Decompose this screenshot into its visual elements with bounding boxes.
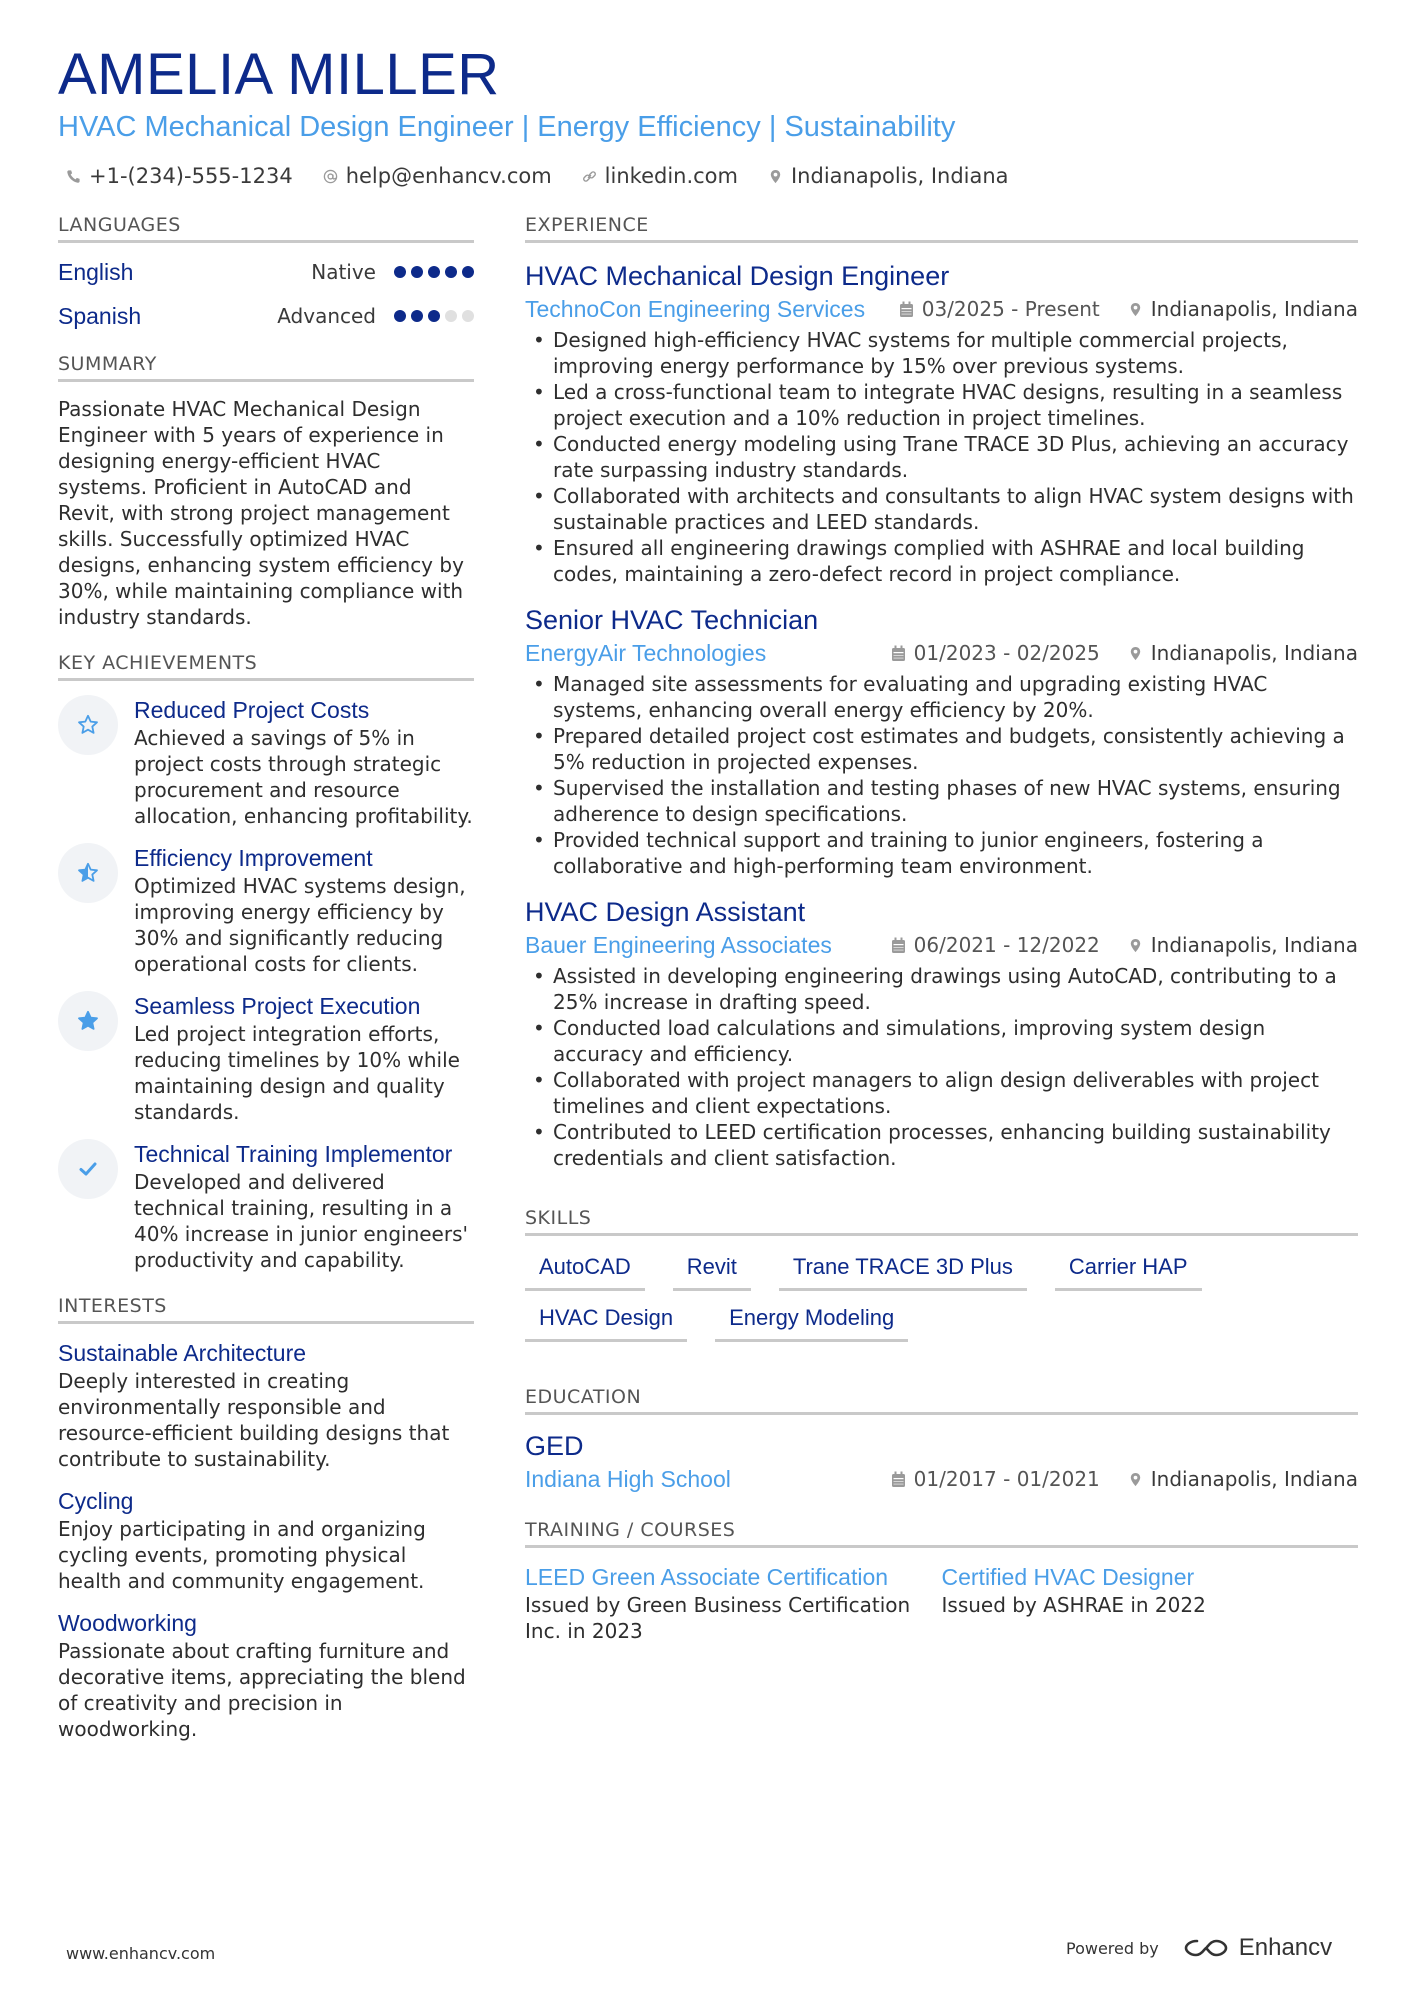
contact-phone[interactable] bbox=[66, 164, 293, 188]
skill-tag: AutoCAD bbox=[525, 1254, 645, 1291]
skill-tag: Energy Modeling bbox=[715, 1305, 908, 1342]
rating-dot bbox=[428, 310, 440, 322]
powered-by-label: Powered by bbox=[1066, 1938, 1159, 1958]
contact-location bbox=[768, 164, 1009, 188]
star-half-icon bbox=[58, 843, 118, 903]
job-bullet: • Supervised the installation and testing phases of new HVAC systems, ensuring adherence to design specifications. bbox=[525, 775, 1358, 827]
job-dates-text: 06/2021 - 12/2022 bbox=[913, 933, 1100, 957]
job-location-text: Indianapolis, Indiana bbox=[1150, 933, 1358, 957]
location-pin-icon bbox=[1128, 937, 1143, 954]
rating-dot bbox=[411, 310, 423, 322]
interest-item bbox=[58, 1608, 474, 1742]
achievement-desc: Achieved a savings of 5% in project costs through strategic procurement and resource allocation, enhancing profitability. bbox=[134, 726, 473, 828]
job-bullet: • Prepared detailed project cost estimates and budgets, consistently achieving a 5% reduction in projected expenses. bbox=[525, 723, 1358, 775]
course-title: LEED Green Associate Certification bbox=[525, 1564, 889, 1590]
job-location bbox=[1128, 297, 1358, 321]
job-bullets bbox=[525, 963, 1358, 1171]
company-name: EnergyAir Technologies bbox=[525, 639, 767, 666]
job-meta bbox=[525, 637, 1358, 669]
headline: HVAC Mechanical Design Engineer | Energy Efficiency | Sustainability bbox=[58, 111, 956, 143]
rating-dot bbox=[394, 266, 406, 278]
language-rating bbox=[394, 266, 474, 278]
job-meta bbox=[525, 293, 1358, 325]
job-bullets bbox=[525, 671, 1358, 879]
interest-desc: Deeply interested in creating environmentally responsible and resource-efficient building designs that contribute to sustainability. bbox=[58, 1369, 450, 1471]
contact-bar bbox=[66, 164, 1009, 188]
job-location bbox=[1128, 933, 1358, 957]
education-dates bbox=[891, 1467, 1100, 1491]
achievement-body bbox=[134, 695, 474, 829]
summary-heading: SUMMARY bbox=[58, 353, 474, 382]
interest-item bbox=[58, 1486, 474, 1594]
education-degree: GED bbox=[525, 1431, 584, 1461]
language-level: Advanced bbox=[277, 304, 376, 328]
job-bullet: • Assisted in developing engineering drawings using AutoCAD, contributing to a 25% increase in drafting speed. bbox=[525, 963, 1358, 1015]
rating-dot bbox=[428, 266, 440, 278]
languages-heading: LANGUAGES bbox=[58, 214, 474, 243]
interest-item bbox=[58, 1338, 474, 1472]
location-pin-icon bbox=[1128, 645, 1143, 662]
job-title: HVAC Mechanical Design Engineer bbox=[525, 261, 950, 291]
calendar-icon bbox=[891, 645, 906, 662]
job-bullet: • Conducted load calculations and simulations, improving system design accuracy and efficiency. bbox=[525, 1015, 1358, 1067]
enhancv-logo-icon bbox=[1183, 1936, 1229, 1960]
location-pin-icon bbox=[1128, 1471, 1143, 1488]
job-bullets bbox=[525, 327, 1358, 587]
job-bullet: • Collaborated with project managers to align design deliverables with project timelines and client expectations. bbox=[525, 1067, 1358, 1119]
job-location-text: Indianapolis, Indiana bbox=[1150, 641, 1358, 665]
education-entry bbox=[525, 1429, 1358, 1495]
interest-desc: Enjoy participating in and organizing cycling events, promoting physical health and community engagement. bbox=[58, 1517, 426, 1593]
education-location bbox=[1128, 1467, 1358, 1491]
job-location bbox=[1128, 641, 1358, 665]
enhancv-logo[interactable] bbox=[1183, 1934, 1332, 1962]
skill-tag: Trane TRACE 3D Plus bbox=[779, 1254, 1027, 1291]
rating-dot bbox=[445, 266, 457, 278]
contact-email-text: help@enhancv.com bbox=[345, 164, 552, 188]
contact-linkedin-text: linkedin.com bbox=[604, 164, 738, 188]
language-name: Spanish bbox=[58, 302, 142, 329]
course-item bbox=[942, 1562, 1359, 1644]
phone-icon bbox=[66, 169, 81, 184]
job-bullet: • Ensured all engineering drawings complied with ASHRAE and local building codes, maintaining a zero-defect record in project compliance. bbox=[525, 535, 1358, 587]
achievements-list bbox=[58, 695, 474, 1273]
interests-list bbox=[58, 1338, 474, 1742]
skill-tag: HVAC Design bbox=[525, 1305, 687, 1342]
job-bullet: • Conducted energy modeling using Trane TRACE 3D Plus, achieving an accuracy rate surpassing industry standards. bbox=[525, 431, 1358, 483]
experience-list bbox=[525, 259, 1358, 1171]
interest-title: Woodworking bbox=[58, 1610, 197, 1636]
job-dates-text: 01/2023 - 02/2025 bbox=[913, 641, 1100, 665]
job-dates bbox=[891, 641, 1100, 665]
job-bullet: • Managed site assessments for evaluating and upgrading existing HVAC systems, enhancing overall energy efficiency by 20%. bbox=[525, 671, 1358, 723]
education-location-text: Indianapolis, Indiana bbox=[1150, 1467, 1358, 1491]
achievement-item bbox=[58, 843, 474, 977]
achievements-heading: KEY ACHIEVEMENTS bbox=[58, 652, 474, 681]
achievement-title: Efficiency Improvement bbox=[134, 845, 373, 871]
calendar-icon bbox=[891, 937, 906, 954]
education-dates-text: 01/2017 - 01/2021 bbox=[913, 1467, 1100, 1491]
interest-desc: Passionate about crafting furniture and decorative items, appreciating the blend of creativity and precision in woodworking. bbox=[58, 1639, 466, 1741]
languages-list bbox=[58, 257, 474, 331]
job-title: HVAC Design Assistant bbox=[525, 897, 806, 927]
job-title: Senior HVAC Technician bbox=[525, 605, 819, 635]
rating-dot bbox=[462, 266, 474, 278]
job-location-text: Indianapolis, Indiana bbox=[1150, 297, 1358, 321]
achievement-item bbox=[58, 695, 474, 829]
at-icon bbox=[323, 169, 338, 184]
language-level: Native bbox=[311, 260, 376, 284]
language-item bbox=[58, 301, 474, 331]
skills-list bbox=[525, 1254, 1358, 1342]
experience-item bbox=[525, 259, 1358, 587]
calendar-icon bbox=[891, 1471, 906, 1488]
contact-email[interactable] bbox=[323, 164, 552, 188]
experience-heading: EXPERIENCE bbox=[525, 214, 1358, 243]
education-heading: EDUCATION bbox=[525, 1386, 1358, 1415]
brand-name: Enhancv bbox=[1238, 1934, 1333, 1961]
location-pin-icon bbox=[768, 169, 783, 184]
education-school: Indiana High School bbox=[525, 1465, 731, 1492]
left-column bbox=[58, 214, 474, 1742]
calendar-icon bbox=[899, 301, 914, 318]
contact-linkedin[interactable] bbox=[582, 164, 738, 188]
job-dates-text: 03/2025 - Present bbox=[921, 297, 1100, 321]
achievement-desc: Led project integration efforts, reducing timelines by 10% while maintaining design and quality standards. bbox=[134, 1022, 460, 1124]
language-name: English bbox=[58, 258, 134, 285]
job-bullet: • Provided technical support and training to junior engineers, fostering a collaborative and high-performing team environment. bbox=[525, 827, 1358, 879]
language-rating bbox=[394, 310, 474, 322]
rating-dot bbox=[445, 310, 457, 322]
job-bullet: • Designed high-efficiency HVAC systems for multiple commercial projects, improving energy performance by 15% over previous systems. bbox=[525, 327, 1358, 379]
rating-dot bbox=[411, 266, 423, 278]
achievement-body bbox=[134, 991, 474, 1125]
job-meta bbox=[525, 929, 1358, 961]
education-meta bbox=[525, 1463, 1358, 1495]
interest-title: Cycling bbox=[58, 1488, 134, 1514]
training-heading: TRAINING / COURSES bbox=[525, 1519, 1358, 1548]
achievement-title: Seamless Project Execution bbox=[134, 993, 421, 1019]
candidate-name: AMELIA MILLER bbox=[58, 42, 500, 107]
star-filled-icon bbox=[58, 991, 118, 1051]
achievement-item bbox=[58, 1139, 474, 1273]
rating-dot bbox=[462, 310, 474, 322]
course-desc: Issued by Green Business Certification Inc. in 2023 bbox=[525, 1593, 911, 1643]
job-bullet: • Contributed to LEED certification processes, enhancing building sustainability credentials and client satisfaction. bbox=[525, 1119, 1358, 1171]
job-bullet: • Led a cross-functional team to integrate HVAC designs, resulting in a seamless project execution and a 10% reduction in project timelines. bbox=[525, 379, 1358, 431]
language-item bbox=[58, 257, 474, 287]
job-dates bbox=[899, 297, 1100, 321]
footer-website[interactable]: www.enhancv.com bbox=[66, 1944, 216, 1963]
summary-text: Passionate HVAC Mechanical Design Engineer with 5 years of experience in designing energy-efficient HVAC systems. Proficient in AutoCAD and Revit, with strong project management skills. Successfully optimized HVAC designs, enhancing system efficiency by 30%, while maintaining compliance with industry standards. bbox=[58, 397, 464, 629]
interests-heading: INTERESTS bbox=[58, 1295, 474, 1324]
footer-branding bbox=[1066, 1934, 1332, 1962]
skills-heading: SKILLS bbox=[525, 1207, 1358, 1236]
skill-tag: Carrier HAP bbox=[1055, 1254, 1202, 1291]
location-pin-icon bbox=[1128, 301, 1143, 318]
experience-item bbox=[525, 603, 1358, 879]
skill-tag: Revit bbox=[673, 1254, 751, 1291]
training-list bbox=[525, 1562, 1358, 1644]
star-outline-icon bbox=[58, 695, 118, 755]
job-dates bbox=[891, 933, 1100, 957]
course-desc: Issued by ASHRAE in 2022 bbox=[941, 1593, 1206, 1617]
achievement-title: Reduced Project Costs bbox=[134, 697, 370, 723]
experience-item bbox=[525, 895, 1358, 1171]
contact-location-text: Indianapolis, Indiana bbox=[790, 164, 1009, 188]
rating-dot bbox=[394, 310, 406, 322]
checkmark-icon bbox=[58, 1139, 118, 1199]
job-bullet: • Collaborated with architects and consultants to align HVAC system designs with sustainable practices and LEED standards. bbox=[525, 483, 1358, 535]
achievement-desc: Developed and delivered technical training, resulting in a 40% increase in junior engineers' productivity and capability. bbox=[134, 1170, 468, 1272]
achievement-body bbox=[134, 1139, 474, 1273]
achievement-item bbox=[58, 991, 474, 1125]
achievement-desc: Optimized HVAC systems design, improving energy efficiency by 30% and significantly reducing operational costs for clients. bbox=[134, 874, 466, 976]
course-item bbox=[525, 1562, 942, 1644]
company-name: TechnoCon Engineering Services bbox=[525, 295, 866, 322]
achievement-title: Technical Training Implementor bbox=[134, 1141, 453, 1167]
company-name: Bauer Engineering Associates bbox=[525, 931, 832, 958]
interest-title: Sustainable Architecture bbox=[58, 1340, 307, 1366]
right-column bbox=[525, 214, 1358, 1644]
achievement-body bbox=[134, 843, 474, 977]
link-icon bbox=[582, 169, 597, 184]
contact-phone-text: +1-(234)-555-1234 bbox=[89, 164, 293, 188]
course-title: Certified HVAC Designer bbox=[941, 1564, 1195, 1590]
